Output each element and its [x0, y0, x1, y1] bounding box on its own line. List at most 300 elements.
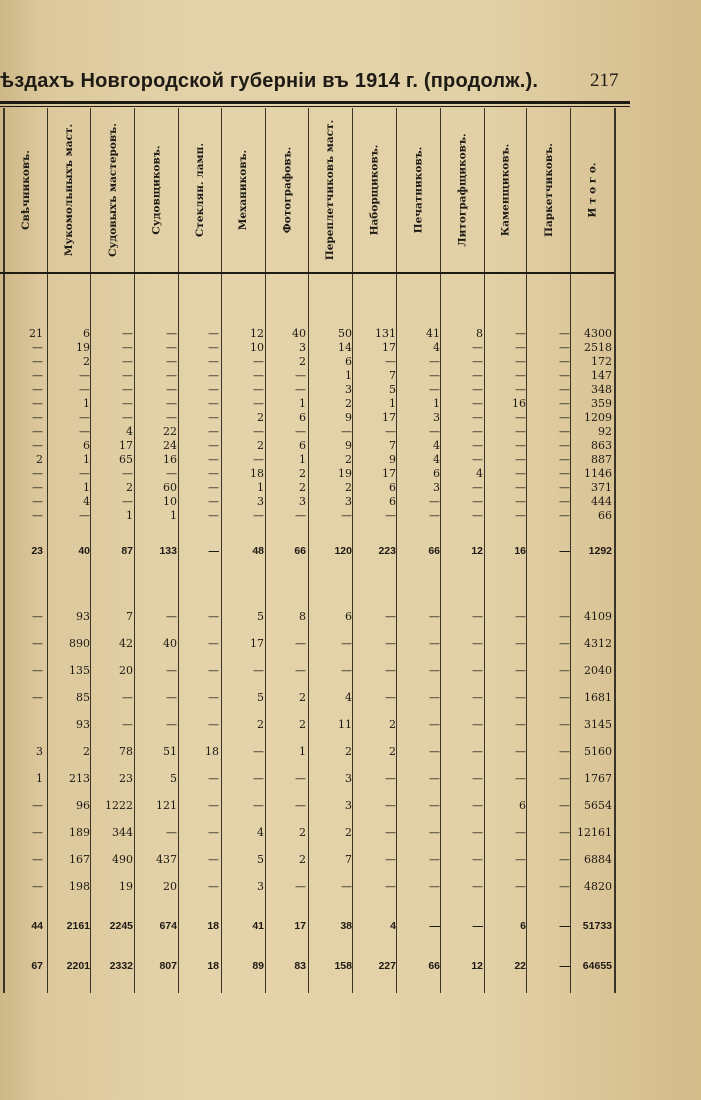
- table-total-row: [0, 544, 620, 558]
- table-cell: —: [208, 495, 219, 508]
- table-cell: 9: [345, 411, 352, 424]
- table-cell: —: [429, 920, 440, 932]
- table-cell: 19: [76, 341, 90, 354]
- table-cell: 6: [433, 467, 440, 480]
- table-cell: —: [429, 772, 440, 785]
- table-cell: 490: [112, 853, 133, 866]
- table-cell: 2: [257, 718, 264, 731]
- table-cell: 16: [163, 453, 177, 466]
- table-cell: 3: [345, 495, 352, 508]
- table-header-rule: [0, 272, 614, 274]
- table-cell: —: [32, 341, 43, 354]
- table-cell: 4: [433, 439, 440, 452]
- table-cell: —: [472, 745, 483, 758]
- table-cell: —: [166, 355, 177, 368]
- header-rule-thin: [0, 106, 630, 107]
- table-cell: —: [122, 383, 133, 396]
- table-cell: —: [32, 411, 43, 424]
- table-cell: —: [472, 495, 483, 508]
- table-cell: —: [32, 397, 43, 410]
- table-cell: 17: [250, 637, 264, 650]
- table-cell: —: [515, 411, 526, 424]
- table-cell: —: [208, 481, 219, 494]
- table-cell: —: [122, 691, 133, 704]
- table-cell: 24: [163, 439, 177, 452]
- column-header: [571, 112, 614, 267]
- table-cell: 1146: [584, 467, 612, 480]
- table-cell: —: [166, 397, 177, 410]
- table-cell: 120: [334, 545, 352, 557]
- column-header-label: Стеклян. ламп.: [194, 142, 207, 237]
- table-cell: —: [32, 509, 43, 522]
- table-cell: —: [341, 664, 352, 677]
- table-cell: 4109: [584, 610, 612, 623]
- table-cell: —: [429, 369, 440, 382]
- table-cell: —: [559, 691, 570, 704]
- table-cell: —: [166, 411, 177, 424]
- table-cell: 2: [126, 481, 133, 494]
- table-cell: 41: [252, 920, 264, 932]
- table-cell: —: [253, 383, 264, 396]
- column-header: [91, 112, 134, 267]
- table-cell: 18: [250, 467, 264, 480]
- table-cell: 41: [426, 327, 440, 340]
- table-row: [0, 664, 620, 678]
- table-cell: 17: [119, 439, 133, 452]
- table-cell: 83: [294, 960, 306, 972]
- table-cell: 6: [345, 355, 352, 368]
- table-cell: —: [559, 439, 570, 452]
- table-cell: —: [515, 495, 526, 508]
- table-cell: 2: [345, 481, 352, 494]
- table-cell: 227: [378, 960, 396, 972]
- table-cell: 887: [591, 453, 612, 466]
- table-cell: —: [429, 509, 440, 522]
- table-cell: —: [208, 369, 219, 382]
- table-row: [0, 327, 620, 341]
- table-cell: —: [208, 545, 219, 557]
- table-row: [0, 826, 620, 840]
- table-cell: —: [515, 341, 526, 354]
- column-header: [4, 112, 47, 267]
- table-cell: 67: [31, 960, 43, 972]
- table-cell: 6: [389, 495, 396, 508]
- table-cell: —: [32, 383, 43, 396]
- table-cell: 147: [591, 369, 612, 382]
- table-cell: 2: [299, 718, 306, 731]
- table-cell: —: [515, 327, 526, 340]
- column-header: [353, 112, 396, 267]
- table-cell: —: [208, 383, 219, 396]
- table-cell: —: [208, 826, 219, 839]
- table-cell: —: [32, 439, 43, 452]
- table-row: [0, 369, 620, 383]
- table-cell: 371: [591, 481, 612, 494]
- table-cell: 3: [36, 745, 43, 758]
- table-cell: 3: [345, 799, 352, 812]
- table-cell: 1222: [105, 799, 133, 812]
- table-cell: 66: [294, 545, 306, 557]
- table-cell: —: [429, 718, 440, 731]
- table-cell: —: [559, 495, 570, 508]
- table-cell: 85: [76, 691, 90, 704]
- table-row: [0, 799, 620, 813]
- table-cell: 12161: [577, 826, 612, 839]
- table-cell: —: [341, 425, 352, 438]
- table-cell: 9: [345, 439, 352, 452]
- table-cell: 4820: [584, 880, 612, 893]
- table-cell: 1292: [588, 545, 612, 557]
- page-number: 217: [590, 70, 619, 91]
- table-cell: —: [559, 327, 570, 340]
- table-cell: 87: [121, 545, 133, 557]
- table-cell: 2: [83, 355, 90, 368]
- table-cell: 16: [512, 397, 526, 410]
- table-row: [0, 383, 620, 397]
- table-cell: 12: [471, 960, 483, 972]
- table-cell: 6: [389, 481, 396, 494]
- table-cell: —: [472, 920, 483, 932]
- table-cell: 44: [31, 920, 43, 932]
- table-cell: —: [295, 369, 306, 382]
- table-cell: —: [208, 610, 219, 623]
- table-cell: 40: [163, 637, 177, 650]
- table-cell: —: [295, 772, 306, 785]
- table-cell: —: [253, 397, 264, 410]
- table-cell: 96: [76, 799, 90, 812]
- table-cell: —: [208, 799, 219, 812]
- table-cell: 1: [433, 397, 440, 410]
- table-cell: —: [208, 691, 219, 704]
- table-cell: 2: [257, 411, 264, 424]
- table-cell: 6: [520, 920, 526, 932]
- table-cell: —: [253, 369, 264, 382]
- table-cell: 1: [299, 453, 306, 466]
- table-row: [0, 481, 620, 495]
- table-cell: 1: [257, 481, 264, 494]
- table-cell: —: [559, 610, 570, 623]
- table-cell: 344: [112, 826, 133, 839]
- table-cell: 2: [36, 453, 43, 466]
- table-cell: —: [515, 826, 526, 839]
- table-cell: —: [208, 397, 219, 410]
- column-header: [48, 112, 90, 267]
- table-cell: 2: [299, 481, 306, 494]
- table-cell: —: [166, 467, 177, 480]
- table-cell: 135: [69, 664, 90, 677]
- table-cell: 359: [591, 397, 612, 410]
- table-cell: 8: [476, 327, 483, 340]
- table-cell: 213: [69, 772, 90, 785]
- header-rule-thick: [0, 101, 630, 104]
- table-cell: 51733: [582, 920, 612, 932]
- table-cell: —: [79, 425, 90, 438]
- table-cell: 11: [338, 718, 352, 731]
- table-cell: —: [472, 880, 483, 893]
- table-cell: —: [208, 772, 219, 785]
- table-cell: —: [122, 411, 133, 424]
- table-cell: 2201: [66, 960, 90, 972]
- table-row: [0, 772, 620, 786]
- table-cell: —: [253, 745, 264, 758]
- table-cell: —: [429, 745, 440, 758]
- table-cell: —: [166, 718, 177, 731]
- table-cell: —: [559, 718, 570, 731]
- column-header: [309, 112, 352, 267]
- table-cell: 4312: [584, 637, 612, 650]
- table-cell: 674: [159, 920, 177, 932]
- table-cell: —: [208, 664, 219, 677]
- table-cell: 6: [299, 439, 306, 452]
- table-cell: 890: [69, 637, 90, 650]
- table-cell: —: [341, 637, 352, 650]
- column-header: [179, 112, 221, 267]
- table-cell: —: [385, 664, 396, 677]
- table-cell: 23: [119, 772, 133, 785]
- table-cell: —: [559, 772, 570, 785]
- table-cell: —: [472, 425, 483, 438]
- table-cell: 3: [433, 481, 440, 494]
- table-cell: —: [559, 383, 570, 396]
- table-cell: —: [385, 880, 396, 893]
- table-cell: —: [385, 610, 396, 623]
- table-cell: —: [472, 664, 483, 677]
- table-cell: —: [515, 481, 526, 494]
- table-cell: 16: [514, 545, 526, 557]
- table-cell: 4: [126, 425, 133, 438]
- table-cell: 131: [375, 327, 396, 340]
- table-cell: 1: [389, 397, 396, 410]
- table-cell: 223: [378, 545, 396, 557]
- table-cell: 2: [389, 718, 396, 731]
- table-cell: —: [385, 853, 396, 866]
- table-cell: 17: [382, 411, 396, 424]
- table-cell: 4: [433, 341, 440, 354]
- table-cell: —: [472, 718, 483, 731]
- table-cell: —: [559, 481, 570, 494]
- table-cell: —: [253, 664, 264, 677]
- table-cell: 1: [299, 397, 306, 410]
- table-cell: —: [472, 610, 483, 623]
- table-cell: —: [253, 799, 264, 812]
- table-cell: 93: [76, 610, 90, 623]
- table-cell: —: [166, 383, 177, 396]
- table-cell: —: [385, 799, 396, 812]
- table-row: [0, 425, 620, 439]
- table-cell: 5160: [584, 745, 612, 758]
- column-header-label: Наборщиковъ.: [368, 144, 381, 235]
- table-cell: —: [122, 369, 133, 382]
- table-cell: 1: [36, 772, 43, 785]
- table-cell: 2: [345, 826, 352, 839]
- table-cell: —: [385, 637, 396, 650]
- table-cell: —: [515, 718, 526, 731]
- table-cell: —: [515, 439, 526, 452]
- table-cell: —: [559, 453, 570, 466]
- table-cell: —: [472, 637, 483, 650]
- table-total-row: [0, 919, 620, 933]
- column-header: [222, 112, 265, 267]
- table-cell: 5: [170, 772, 177, 785]
- table-cell: —: [472, 341, 483, 354]
- table-cell: —: [79, 509, 90, 522]
- table-cell: —: [515, 745, 526, 758]
- table-cell: 66: [428, 960, 440, 972]
- table-row: [0, 880, 620, 894]
- table-cell: —: [32, 691, 43, 704]
- table-cell: —: [515, 853, 526, 866]
- table-cell: —: [472, 355, 483, 368]
- table-cell: 40: [292, 327, 306, 340]
- table-cell: —: [32, 425, 43, 438]
- column-header: [527, 112, 570, 267]
- table-cell: —: [295, 664, 306, 677]
- column-header: [135, 112, 178, 267]
- table-cell: 2: [299, 853, 306, 866]
- table-cell: 14: [338, 341, 352, 354]
- table-cell: 66: [428, 545, 440, 557]
- table-row: [0, 453, 620, 467]
- table-cell: 2: [299, 355, 306, 368]
- table-cell: 8: [299, 610, 306, 623]
- table-cell: 4: [83, 495, 90, 508]
- table-cell: —: [385, 355, 396, 368]
- table-cell: 2: [345, 397, 352, 410]
- table-cell: 22: [514, 960, 526, 972]
- table-cell: —: [32, 826, 43, 839]
- table-cell: —: [429, 799, 440, 812]
- table-cell: 6: [83, 327, 90, 340]
- table-cell: —: [79, 369, 90, 382]
- table-cell: 4: [345, 691, 352, 704]
- column-header: [397, 112, 440, 267]
- table-cell: 6: [519, 799, 526, 812]
- table-cell: 89: [252, 960, 264, 972]
- table-cell: —: [166, 664, 177, 677]
- table-cell: 10: [163, 495, 177, 508]
- table-cell: —: [472, 826, 483, 839]
- table-cell: 2245: [109, 920, 133, 932]
- table-cell: 2: [345, 745, 352, 758]
- table-cell: 12: [250, 327, 264, 340]
- table-cell: —: [559, 341, 570, 354]
- table-cell: 17: [382, 341, 396, 354]
- table-cell: 4: [257, 826, 264, 839]
- table-cell: 2332: [109, 960, 133, 972]
- column-header-label: Литографщиковъ.: [456, 132, 469, 247]
- table-cell: —: [166, 610, 177, 623]
- table-row: [0, 637, 620, 651]
- table-cell: 2518: [584, 341, 612, 354]
- table-cell: —: [253, 772, 264, 785]
- column-header-label: Каменщиковъ.: [499, 143, 512, 236]
- table-row: [0, 691, 620, 705]
- column-header: [441, 112, 484, 267]
- column-header: [485, 112, 526, 267]
- table-cell: 1: [126, 509, 133, 522]
- table-cell: —: [253, 453, 264, 466]
- table-cell: —: [559, 637, 570, 650]
- table-cell: 19: [338, 467, 352, 480]
- table-cell: 1681: [584, 691, 612, 704]
- table-cell: —: [295, 880, 306, 893]
- table-cell: —: [429, 691, 440, 704]
- page-title: ѣздахъ Новгородской губерніи въ 1914 г. (продолж.).: [0, 70, 539, 92]
- table-cell: 17: [294, 920, 306, 932]
- table-cell: —: [295, 509, 306, 522]
- table-row: [0, 509, 620, 523]
- table-cell: —: [559, 853, 570, 866]
- table-cell: —: [385, 772, 396, 785]
- table-cell: —: [208, 341, 219, 354]
- table-cell: —: [559, 425, 570, 438]
- table-cell: 38: [340, 920, 352, 932]
- table-cell: 19: [119, 880, 133, 893]
- table-cell: 807: [159, 960, 177, 972]
- table-cell: 3: [345, 772, 352, 785]
- table-cell: 863: [591, 439, 612, 452]
- table-cell: —: [32, 664, 43, 677]
- table-cell: 9: [389, 453, 396, 466]
- table-cell: 3: [299, 341, 306, 354]
- table-cell: 51: [163, 745, 177, 758]
- table-row: [0, 397, 620, 411]
- table-cell: —: [515, 383, 526, 396]
- table-cell: 7: [389, 439, 396, 452]
- table-row: [0, 467, 620, 481]
- table-cell: 3: [299, 495, 306, 508]
- table-cell: 17: [382, 467, 396, 480]
- table-cell: 42: [119, 637, 133, 650]
- table-cell: 5654: [584, 799, 612, 812]
- table-cell: —: [559, 664, 570, 677]
- table-cell: —: [515, 637, 526, 650]
- table-cell: —: [559, 411, 570, 424]
- table-cell: 2: [299, 826, 306, 839]
- table-cell: 1: [345, 369, 352, 382]
- table-cell: —: [559, 545, 570, 557]
- table-cell: —: [295, 425, 306, 438]
- table-cell: —: [515, 453, 526, 466]
- column-header-label: Паркетчиковъ.: [542, 142, 555, 237]
- table-cell: —: [79, 383, 90, 396]
- table-row: [0, 718, 620, 732]
- column-header-label: И т о г о.: [586, 161, 599, 218]
- table-cell: —: [208, 453, 219, 466]
- table-cell: 4: [390, 920, 396, 932]
- table-cell: 158: [334, 960, 352, 972]
- column-header: [266, 112, 308, 267]
- table-cell: —: [295, 637, 306, 650]
- table-cell: 2: [389, 745, 396, 758]
- table-cell: —: [122, 355, 133, 368]
- table-cell: —: [429, 853, 440, 866]
- table-cell: —: [79, 411, 90, 424]
- table-row: [0, 610, 620, 624]
- table-cell: —: [295, 383, 306, 396]
- table-cell: 3: [257, 880, 264, 893]
- column-header-label: Печатниковъ.: [412, 146, 425, 233]
- table-cell: —: [166, 341, 177, 354]
- column-header-label: Судовыхъ мастеровъ.: [106, 122, 119, 257]
- table-cell: —: [341, 880, 352, 893]
- table-cell: —: [472, 383, 483, 396]
- column-header-label: Фотографовъ.: [281, 146, 294, 233]
- table-cell: 66: [598, 509, 612, 522]
- table-cell: 121: [156, 799, 177, 812]
- table-cell: 92: [598, 425, 612, 438]
- table-cell: —: [208, 355, 219, 368]
